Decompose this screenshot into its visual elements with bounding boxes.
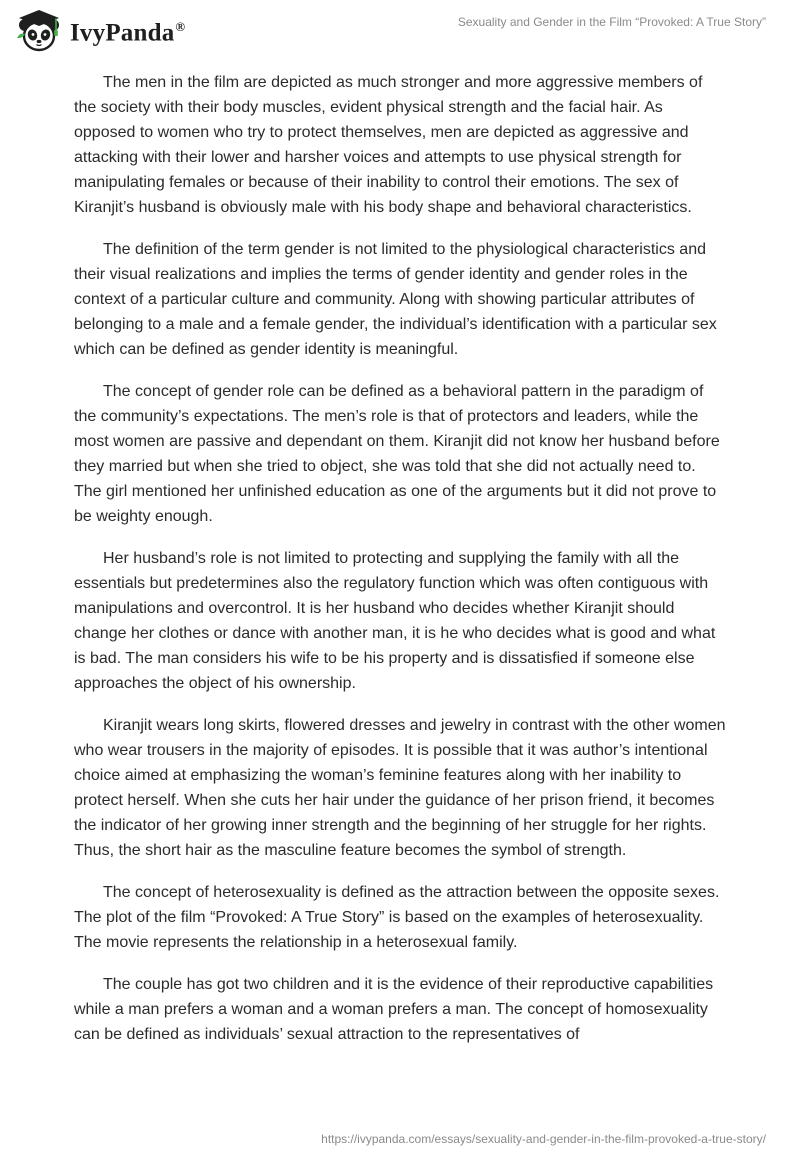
source-url[interactable]: https://ivypanda.com/essays/sexuality-and-gender-in-the-film-provoked-a-true-story/ (321, 1132, 766, 1146)
paragraph: The men in the film are depicted as much stronger and more aggressive members of the society with their body muscles, evident physical strength and the facial hair. As opposed to women who try to protect themselves, men are depicted as aggressive and attacking with their lower and harsher voices and attempts to use physical strength for manipulating females or because of their inability to control their emotions. The sex of Kiranjit’s husband is obviously male with his body shape and behavioral characteristics. (74, 74, 703, 216)
paragraph: Her husband’s role is not limited to protecting and supplying the family with all the essentials but predetermines also the regulatory function which was often contiguous with manipulations and overcontrol. It is her husband who decides whether Kiranjit should change her clothes or dance with another man, it is he who decides what is good and what is bad. The man considers his wife to be his property and is dissatisfied if someone else approaches the object of his ownership. (74, 550, 716, 692)
brand-name: IvyPanda® (70, 18, 186, 47)
paragraph: The couple has got two children and it is the evidence of their reproductive capabilities while a man prefers a woman and a woman prefers a man. The concept of homosexuality can be defined as individuals’ sexual attraction to the representatives of (74, 976, 714, 1043)
essay-body (74, 70, 726, 1064)
paragraph: Kiranjit wears long skirts, flowered dresses and jewelry in contrast with the other women who wear trousers in the majority of episodes. It is possible that it was author’s intentional choice aimed at emphasizing the woman’s feminine features along with her inability to protect herself. When she cuts her hair under the guidance of her prison friend, it becomes the indicator of her growing inner strength and the beginning of her struggle for her rights. Thus, the short hair as the masculine feature becomes the symbol of strength. (74, 717, 726, 859)
registered-mark: ® (175, 18, 186, 34)
document-title: Sexuality and Gender in the Film “Provoked: A True Story” (457, 15, 766, 29)
paragraph: The definition of the term gender is not limited to the physiological characteristics and their visual realizations and implies the terms of gender identity and gender roles in the context of a particular culture and community. Along with showing particular attributes of belonging to a male and a female gender, the individual’s identification with a particular sex which can be defined as gender identity is meaningful. (74, 241, 717, 358)
panda-graduation-cap-icon (14, 8, 64, 54)
page-header (0, 0, 800, 60)
paragraph: The concept of heterosexuality is defined as the attraction between the opposite sexes. The plot of the film “Provoked: A True Story” is based on the examples of heterosexuality. The movie represents the relationship in a heterosexual family. (74, 884, 720, 951)
ivypanda-logo[interactable] (14, 8, 185, 54)
paragraph: The concept of gender role can be defined as a behavioral pattern in the paradigm of the community’s expectations. The men’s role is that of protectors and leaders, while the most women are passive and dependant on them. Kiranjit did not know her husband before they married but when she tried to object, she was told that she did not actually need to. The girl mentioned her unfinished education as one of the arguments but it did not prove to be weighty enough. (74, 383, 720, 525)
